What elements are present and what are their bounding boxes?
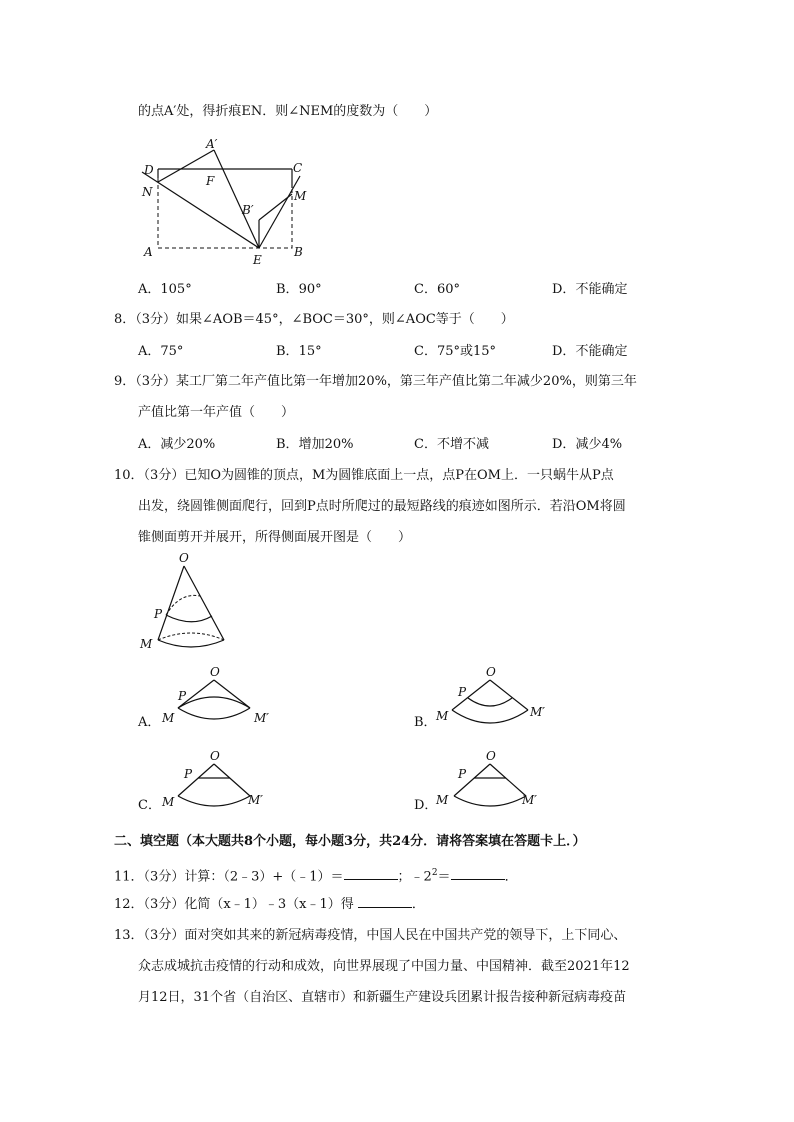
label-a: A (144, 245, 153, 259)
q10-fan-d (436, 748, 556, 828)
label-n: N (142, 185, 153, 199)
q7-stem-end: 的点A′处，得折痕EN．则∠NEM的度数为（ ） (138, 104, 438, 119)
q12-blank[interactable] (358, 894, 412, 908)
q10-cone-figure (136, 552, 246, 662)
snail-path-back (166, 595, 200, 615)
q8-option-d[interactable]: D．不能确定 (552, 344, 628, 359)
q10-stem-line3: 锥侧面剪开并展开，所得侧面展开图是（ ） (138, 530, 412, 545)
q7-option-b[interactable]: B．90° (276, 282, 322, 297)
cone-label-p: P (154, 607, 163, 621)
svg-text:P: P (458, 685, 467, 699)
fan-a-path (178, 697, 250, 708)
cone-base-back (158, 633, 224, 640)
q11: 11．（3分）计算：（2﹣3）+（﹣1）＝ ；$﹣2^2=$ ． (114, 868, 518, 885)
q10-fan-c (160, 748, 280, 828)
rect-dashed-edge (158, 178, 292, 248)
q10-stem-line2: 出发，绕圆锥侧面爬行，回到P点时所爬过的最短路线的痕迹如图所示．若沿OM将圆 (138, 499, 626, 514)
q10-fan-a (160, 664, 280, 744)
q9-option-b[interactable]: B．增加20% (276, 437, 354, 452)
label-c: C (293, 161, 303, 175)
q9-option-a[interactable]: A．减少20% (138, 437, 216, 452)
q9-stem-line2: 产值比第一年产值（ ） (138, 405, 295, 420)
cone-base-front (158, 640, 224, 647)
q7-fold-figure (138, 128, 338, 268)
label-a1: A′ (206, 137, 218, 151)
svg-text:O: O (486, 749, 496, 763)
q8-option-b[interactable]: B．15° (276, 344, 322, 359)
svg-text:M′: M′ (530, 705, 546, 719)
q9-option-d[interactable]: D．减少4% (552, 437, 623, 452)
segment-b1m (259, 194, 292, 220)
q10-option-c[interactable]: C． (138, 798, 161, 813)
q11-blank-1[interactable] (344, 866, 398, 880)
q8-stem: 8．（3分）如果∠AOB＝45°，∠BOC＝30°，则∠AOC等于（ ） (114, 312, 514, 327)
label-f: F (206, 174, 215, 188)
label-d: D (144, 163, 154, 177)
svg-text:M: M (436, 709, 449, 723)
q9-stem-line1: 9．（3分）某工厂第二年产值比第一年增加20%，第三年产值比第二年减少20%，则第三年 (114, 374, 637, 389)
svg-text:M′: M′ (254, 711, 270, 725)
label-b1: B′ (242, 203, 254, 217)
q7-option-d[interactable]: D．不能确定 (552, 282, 628, 297)
cone-left-side (158, 566, 184, 640)
svg-text:M: M (162, 711, 175, 725)
label-m: M (294, 189, 307, 203)
fold-line-em (259, 176, 300, 248)
q10-stem-line1: 10．（3分）已知O为圆锥的顶点，M为圆锥底面上一点，点P在OM上．一只蜗牛从P点 (114, 468, 614, 483)
q13-line3: 月12日，31个省（自治区、直辖市）和新疆生产建设兵团累计报告接种新冠病毒疫苗 (138, 990, 627, 1005)
svg-text:M′: M′ (522, 793, 538, 807)
svg-text:P: P (178, 689, 187, 703)
q13-line1: 13．（3分）面对突如其来的新冠病毒疫情，中国人民在中国共产党的领导下，上下同心、 (114, 928, 627, 943)
svg-text:P: P (184, 767, 193, 781)
cone-label-o: O (179, 551, 189, 565)
svg-text:O: O (210, 665, 220, 679)
svg-text:M: M (162, 795, 175, 809)
q10-option-d[interactable]: D． (414, 798, 438, 813)
label-e: E (253, 253, 262, 267)
q10-option-b[interactable]: B． (414, 715, 437, 730)
q7-option-a[interactable]: A．105° (138, 282, 192, 297)
q10-option-a[interactable]: A． (138, 715, 161, 730)
cone-right-side (184, 566, 224, 640)
svg-text:O: O (210, 749, 220, 763)
svg-text:P: P (458, 767, 467, 781)
q13-line2: 众志成城抗击疫情的行动和成效，向世界展现了中国力量、中国精神．截至2021年12 (138, 959, 630, 974)
svg-text:M: M (436, 793, 449, 807)
snail-path-front (166, 615, 212, 622)
label-b: B (294, 245, 303, 259)
fan-b-path (468, 698, 512, 706)
q9-option-c[interactable]: C．不增不减 (414, 437, 489, 452)
q12: 12．（3分）化简（x﹣1）﹣3（x﹣1）得 ． (114, 894, 425, 915)
q10-fan-b (436, 664, 556, 744)
q11-blank-2[interactable] (451, 866, 505, 880)
svg-text:O: O (486, 665, 496, 679)
cone-label-m: M (140, 637, 153, 651)
section2-heading: 二、填空题（本大题共8个小题，每小题3分，共24分．请将答案填在答题卡上．） (114, 834, 586, 849)
q7-option-c[interactable]: C．60° (414, 282, 460, 297)
q8-option-a[interactable]: A．75° (138, 344, 184, 359)
q8-option-c[interactable]: C．75°或15° (414, 344, 497, 359)
svg-text:M′: M′ (248, 793, 264, 807)
